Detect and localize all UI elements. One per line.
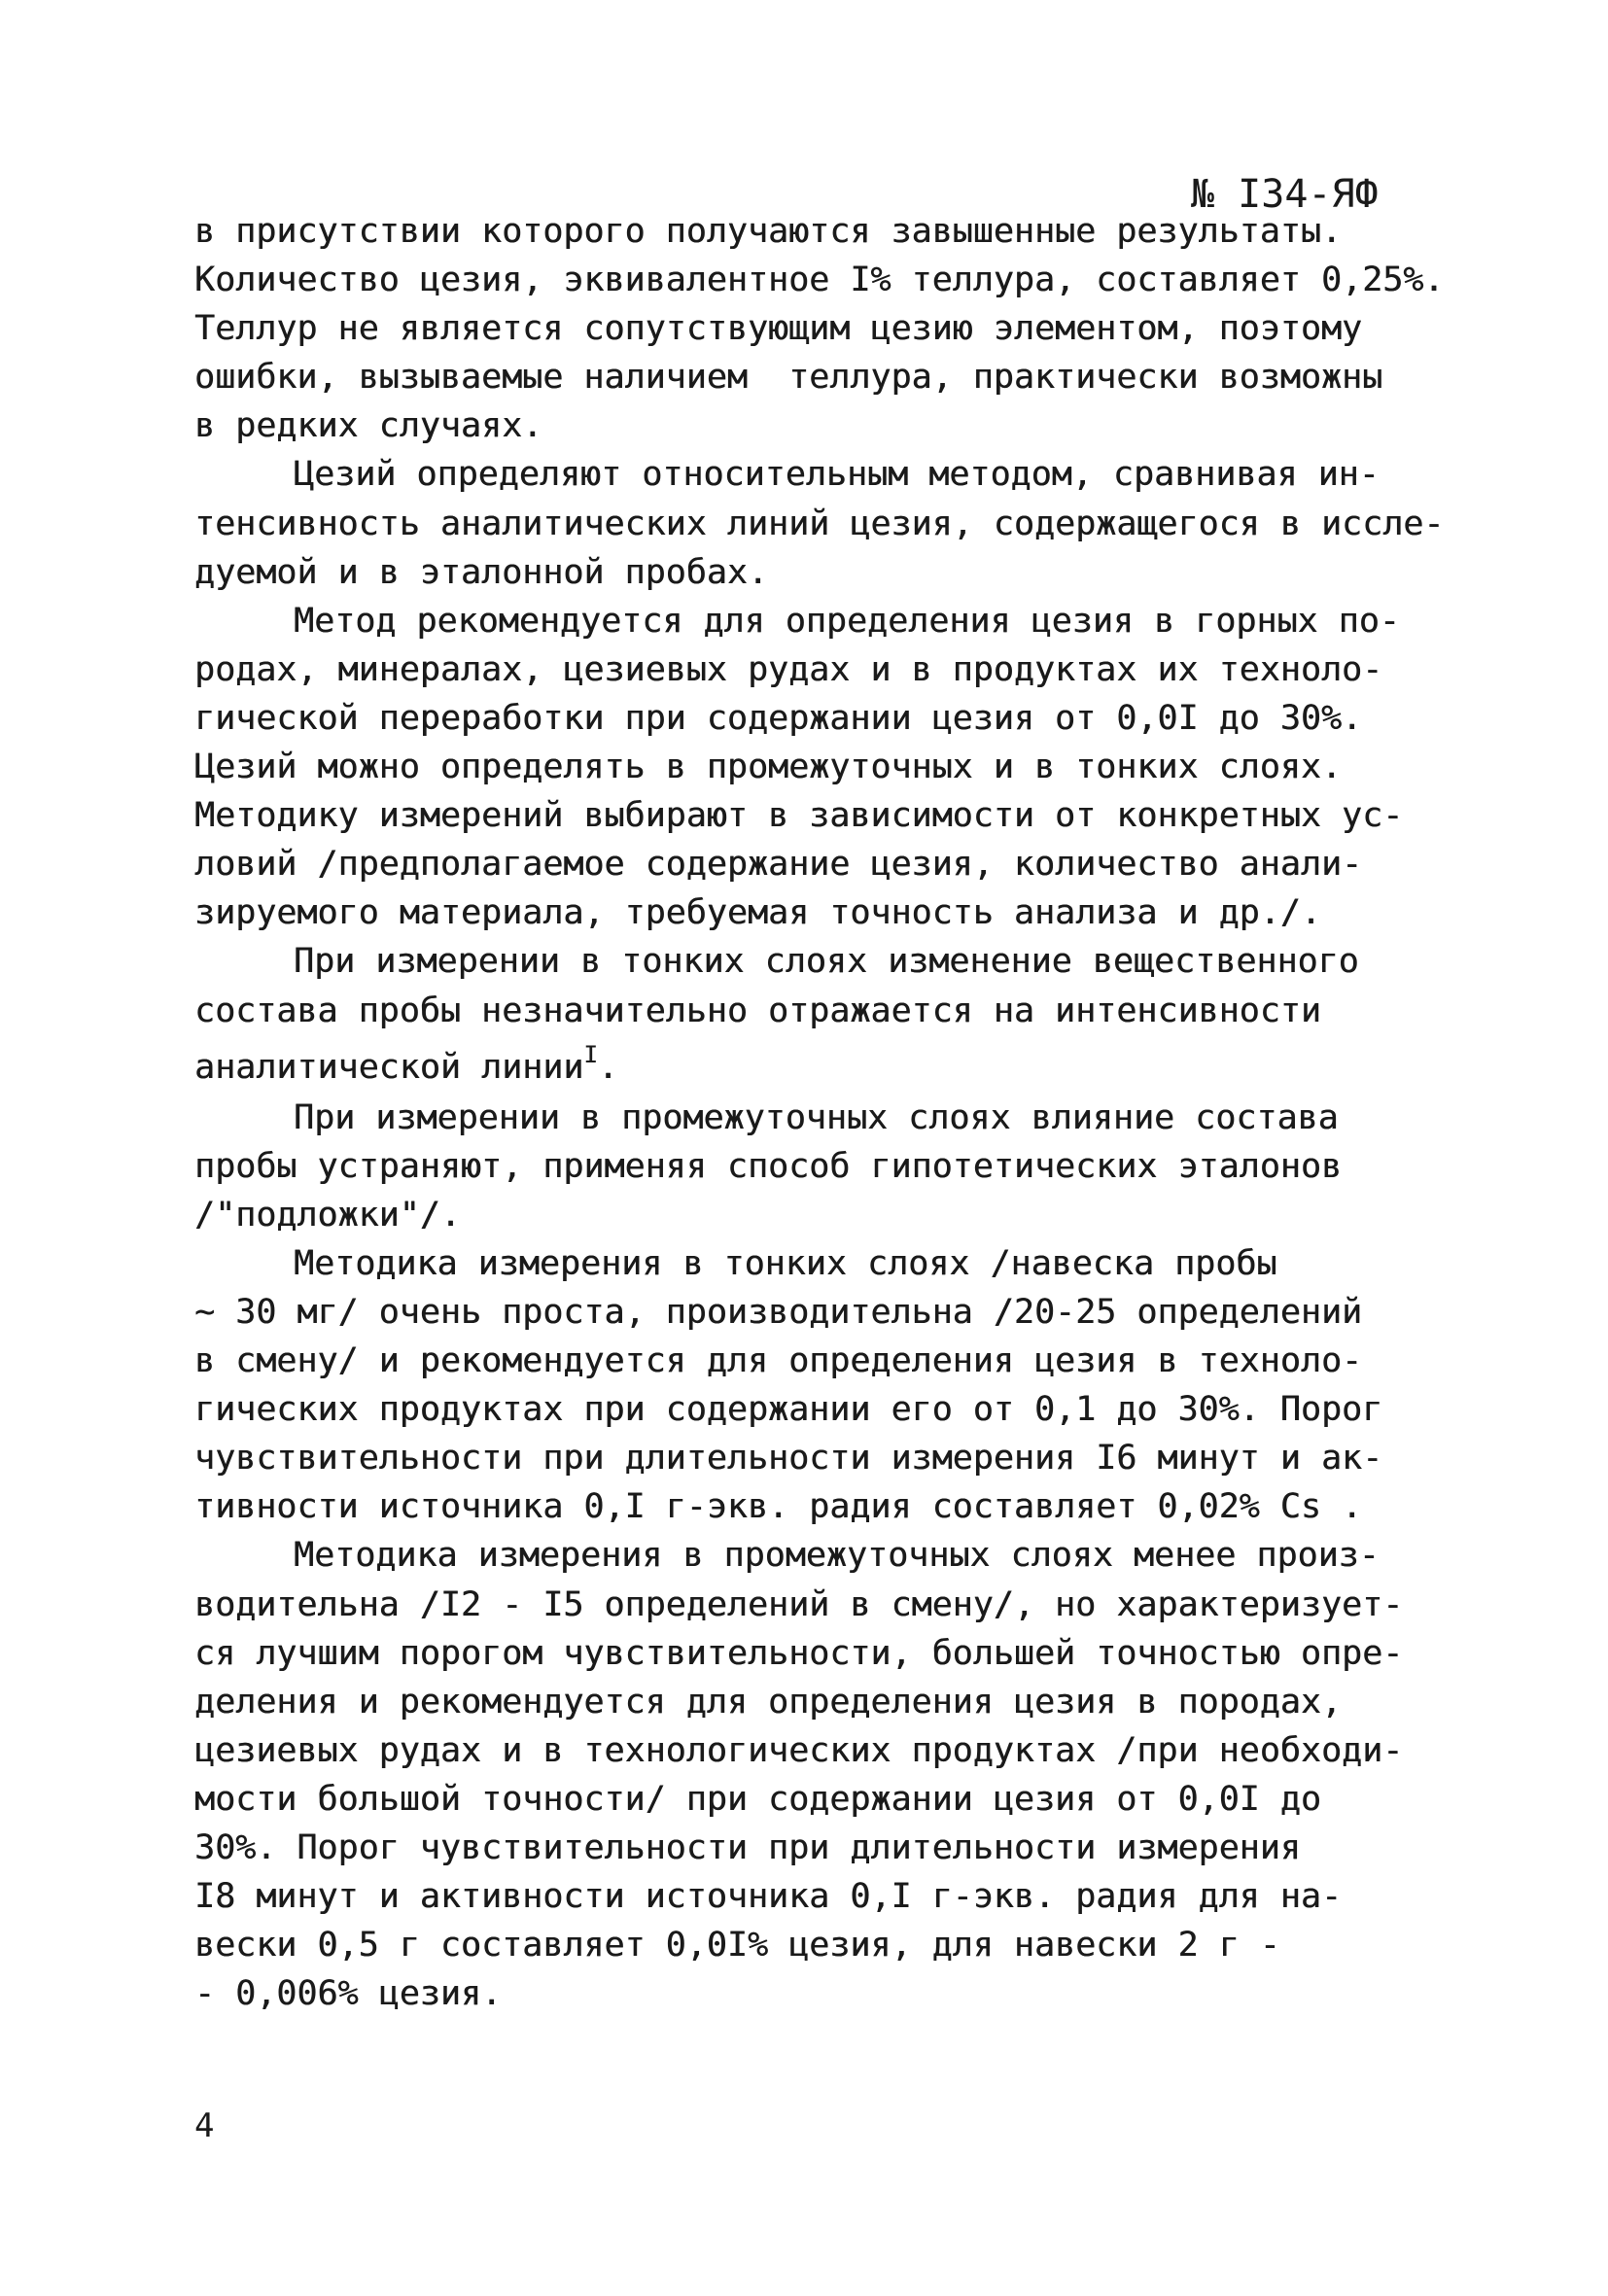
text-line: Методику измерений выбирают в зависимости от конкретных ус-	[194, 796, 1404, 836]
text-line: Цезий можно определять в промежуточных и в тонких слоях.	[194, 748, 1343, 787]
text-line-with-footnote	[194, 1035, 1458, 1094]
paragraph-first-line: При измерении в тонких слоях изменение вещественного	[294, 942, 1359, 982]
text-line: I8 минут и активности источника 0,I г-экв. радия для на-	[194, 1877, 1343, 1917]
footnote-marker: I	[583, 1040, 598, 1068]
text-line: зируемого материала, требуемая точность анализа и др./.	[194, 893, 1321, 933]
page-number: 4	[194, 2106, 215, 2145]
text-line: водительна /I2 - I5 определений в смену/, но характеризует-	[194, 1584, 1404, 1624]
footnote-suffix: .	[597, 1047, 618, 1087]
text-line: мости большой точности/ при содержании цезия от 0,0I до	[194, 1779, 1321, 1819]
text-line: цезиевых рудах и в технологических продуктах /при необходи-	[194, 1730, 1404, 1770]
text-line: состава пробы незначительно отражается на интенсивности	[194, 991, 1321, 1030]
text-line: - 0,006% цезия.	[194, 1974, 503, 2014]
text-line: ловий /предполагаемое содержание цезия, количество анали-	[194, 845, 1363, 885]
text-line: 30%. Порог чувствительности при длительности измерения	[194, 1828, 1301, 1867]
body-text	[194, 207, 1458, 2018]
text-line: чувствительности при длительности измерения I6 минут и ак-	[194, 1439, 1383, 1478]
text-line: /"подложки"/.	[194, 1195, 461, 1235]
paragraph-first-line: Метод рекомендуется для определения цезия в горных по-	[294, 601, 1400, 641]
text-line: Количество цезия, эквивалентное I% теллура, составляет 0,25%.	[194, 261, 1445, 300]
text-line: в смену/ и рекомендуется для определения цезия в техноло-	[194, 1341, 1363, 1381]
text-line: тенсивность аналитических линий цезия, содержащегося в иссле-	[194, 504, 1445, 543]
text-line: ошибки, вызываемые наличием теллура, практически возможны	[194, 358, 1383, 398]
text-line: в редких случаях.	[194, 406, 543, 446]
document-number: № I34-ЯФ	[1191, 172, 1379, 217]
text-line-content: аналитической линии	[194, 1047, 584, 1087]
text-line: дуемой и в эталонной пробах.	[194, 552, 769, 592]
paragraph-first-line: Цезий определяют относительным методом, сравнивая ин-	[294, 455, 1380, 495]
text-line: родах, минералах, цезиевых рудах и в продуктах их техноло-	[194, 649, 1383, 689]
text-line: пробы устраняют, применяя способ гипотетических эталонов	[194, 1146, 1343, 1186]
paragraph-first-line: Методика измерения в тонких слоях /навеска пробы	[294, 1243, 1277, 1283]
text-line: гической переработки при содержании цезия от 0,0I до 30%.	[194, 698, 1363, 738]
text-line: ~ 30 мг/ очень проста, производительна /20-25 определений	[194, 1292, 1363, 1332]
text-line: тивности источника 0,I г-экв. радия составляет 0,02% Cs .	[194, 1487, 1363, 1527]
text-line: ся лучшим порогом чувствительности, большей точностью опре-	[194, 1633, 1404, 1673]
text-line: вески 0,5 г составляет 0,0I% цезия, для навески 2 г -	[194, 1926, 1280, 1966]
text-line: в присутствии которого получаются завышенные результаты.	[194, 212, 1343, 251]
paragraph-first-line: Методика измерения в промежуточных слоях менее произ-	[294, 1536, 1380, 1576]
text-line: Теллур не является сопутствующим цезию элементом, поэтому	[194, 309, 1363, 349]
text-line: деления и рекомендуется для определения цезия в породах,	[194, 1682, 1343, 1722]
paragraph-first-line: При измерении в промежуточных слоях влияние состава	[294, 1097, 1339, 1137]
text-line: гических продуктах при содержании его от 0,1 до 30%. Порог	[194, 1390, 1383, 1430]
